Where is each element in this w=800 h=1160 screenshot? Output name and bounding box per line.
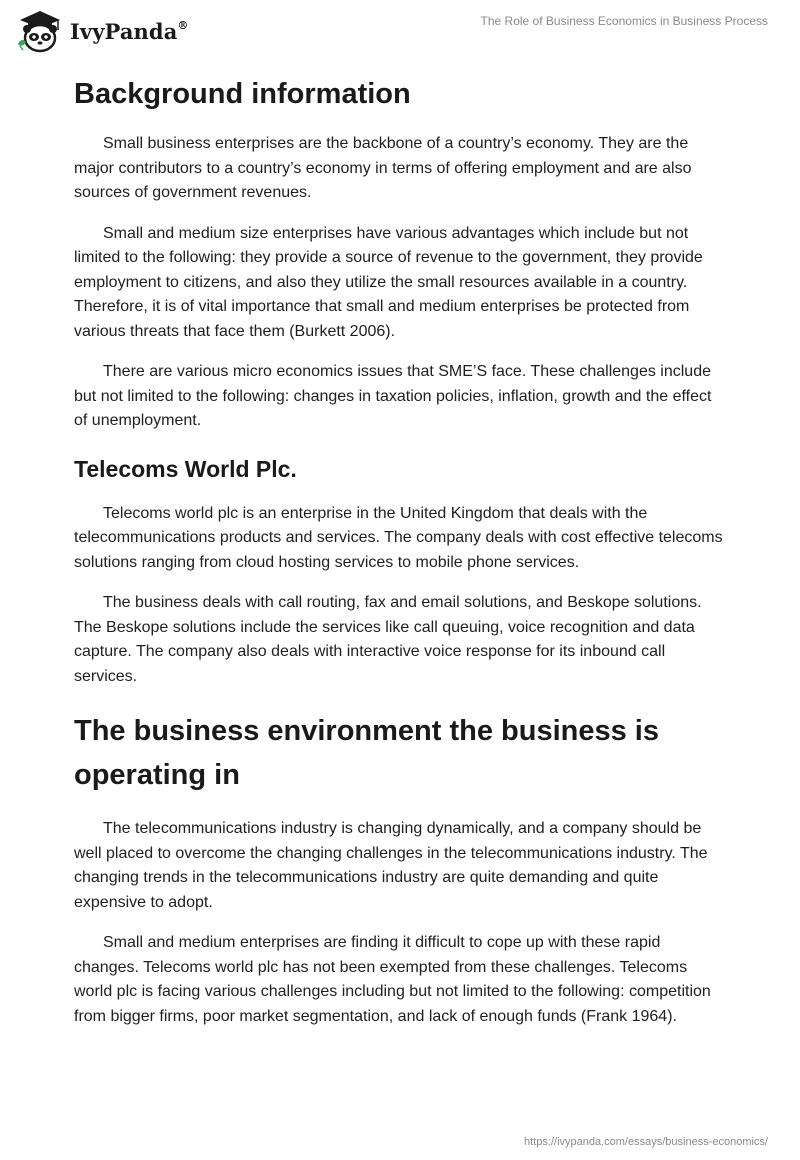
brand-name: IvyPanda® bbox=[70, 18, 189, 44]
panda-graduate-icon bbox=[14, 8, 66, 54]
section-heading: Background information bbox=[74, 78, 411, 110]
section-heading: Telecoms World Plc. bbox=[74, 455, 297, 482]
page-header bbox=[0, 0, 800, 70]
running-title: The Role of Business Economics in Business Process bbox=[480, 14, 768, 28]
essay-content bbox=[74, 70, 728, 1029]
brand-logo[interactable] bbox=[14, 8, 189, 54]
section-telecoms-world bbox=[74, 454, 728, 690]
source-url[interactable]: https://ivypanda.com/essays/business-economics/ bbox=[524, 1136, 768, 1148]
paragraph: The business deals with call routing, fax and email solutions, and Beskope solutions. The Beskope solutions include the services like call queuing, voice recognition and data capture. The company also deals with interactive voice response for its inbound call services. bbox=[74, 594, 702, 685]
paragraph: Small and medium size enterprises have various advantages which include but not limited to the following: they provide a source of revenue to the government, they provide employment to citizens, and also they utilize the small resources available in a country. Therefore, it is of vital importance that small and medium enterprises be protected from various threats that face them (Burkett 2006). bbox=[74, 224, 703, 340]
section-business-environment bbox=[74, 709, 728, 1029]
paragraph: There are various micro economics issues that SME’S face. These challenges include but not limited to the following: changes in taxation policies, inflation, growth and the effect of unemployment. bbox=[74, 363, 712, 429]
section-heading: The business environment the business is operating in bbox=[74, 715, 659, 791]
paragraph: The telecommunications industry is changing dynamically, and a company should be well placed to overcome the changing challenges in the telecommunications industry. The changing trends in the telecommunications industry are quite demanding and quite expensive to adopt. bbox=[74, 820, 708, 911]
paragraph: Telecoms world plc is an enterprise in the United Kingdom that deals with the telecommunications products and services. The company deals with cost effective telecoms solutions ranging from cloud hosting services to mobile phone services. bbox=[74, 504, 723, 571]
paragraph: Small and medium enterprises are finding it difficult to cope up with these rapid changes. Telecoms world plc has not been exempted from these challenges. Telecoms world plc is facing various challenges including but not limited to the following: competition from bigger firms, poor market segmentation, and lack of enough funds (Frank 1964). bbox=[74, 934, 711, 1025]
section-background bbox=[74, 74, 728, 434]
paragraph: Small business enterprises are the backbone of a country’s economy. They are the major contributors to a country’s economy in terms of offering employment and are also sources of government revenues. bbox=[74, 135, 692, 201]
